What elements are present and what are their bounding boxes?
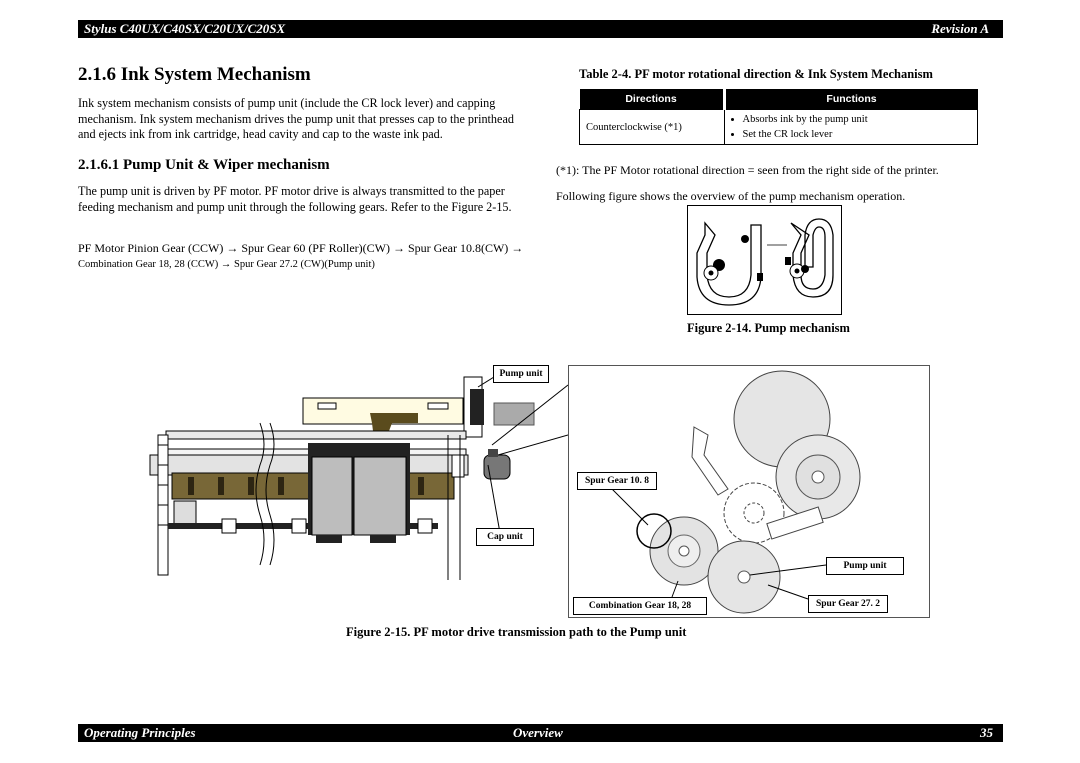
subsection-paragraph: The pump unit is driven by PF motor. PF motor drive is always transmitted to the paper feeding mechanism and pump unit through the following gears. Refer to the Figure 2-15. [78, 184, 512, 214]
page-header [78, 20, 1003, 38]
table-row [580, 110, 978, 145]
figure-15-caption: Figure 2-15. PF motor drive transmission path to the Pump unit [346, 625, 687, 639]
footer-chapter: Operating Principles [84, 725, 196, 740]
callout-cap-unit: Cap unit [476, 528, 534, 546]
callout-combination-gear: Combination Gear 18, 28 [573, 597, 707, 615]
function-item: • Set the CR lock lever [743, 127, 972, 142]
table-header-functions: Functions [724, 89, 978, 110]
section-title: 2.1.6 Ink System Mechanism [78, 64, 311, 85]
header-model: Stylus C40UX/C40SX/C20UX/C20SX [84, 21, 286, 36]
rotation-note: (*1): The PF Motor rotational direction = seen from the right side of the printer. [556, 163, 939, 177]
figure-intro: Following figure shows the overview of the pump mechanism operation. [556, 189, 906, 203]
pump-mechanism-figure [687, 205, 842, 315]
table-caption: Table 2-4. PF motor rotational direction & Ink System Mechanism [579, 67, 933, 81]
gear-train-figure [568, 365, 930, 618]
section-intro: Ink system mechanism consists of pump unit (include the CR lock lever) and capping mechanism. Ink system mechanism drives the pump unit that presses cap to the printhead and ejects ink from ink cartridge, head cavity and cap to the waste ink pad. [78, 96, 514, 141]
subsection-title: 2.1.6.1 Pump Unit & Wiper mechanism [78, 157, 330, 173]
direction-cell: Counterclockwise (*1) [580, 110, 725, 145]
footer-section: Overview [513, 725, 563, 740]
function-item: • Absorbs ink by the pump unit [743, 112, 972, 127]
callout-spur-gear-27-2: Spur Gear 27. 2 [808, 595, 888, 613]
callout-pump-unit: Pump unit [493, 365, 549, 383]
gear-path-line2: Combination Gear 18, 28 (CCW) → Spur Gear 27.2 (CW)(Pump unit) [78, 259, 375, 270]
callout-pump-unit-gear: Pump unit [826, 557, 904, 575]
printer-mechanism-figure [148, 365, 568, 580]
functions-cell [724, 110, 978, 145]
page-footer [78, 724, 1003, 742]
gear-path-line1: PF Motor Pinion Gear (CCW) → Spur Gear 60 (PF Roller)(CW) → Spur Gear 10.8(CW) → [78, 241, 524, 255]
table-header-directions: Directions [580, 89, 725, 110]
callout-spur-gear-10-8: Spur Gear 10. 8 [577, 472, 657, 490]
figure-14-caption: Figure 2-14. Pump mechanism [687, 321, 850, 335]
header-revision: Revision A [931, 21, 989, 36]
footer-page-number: 35 [980, 725, 993, 740]
ink-system-table [579, 89, 978, 145]
